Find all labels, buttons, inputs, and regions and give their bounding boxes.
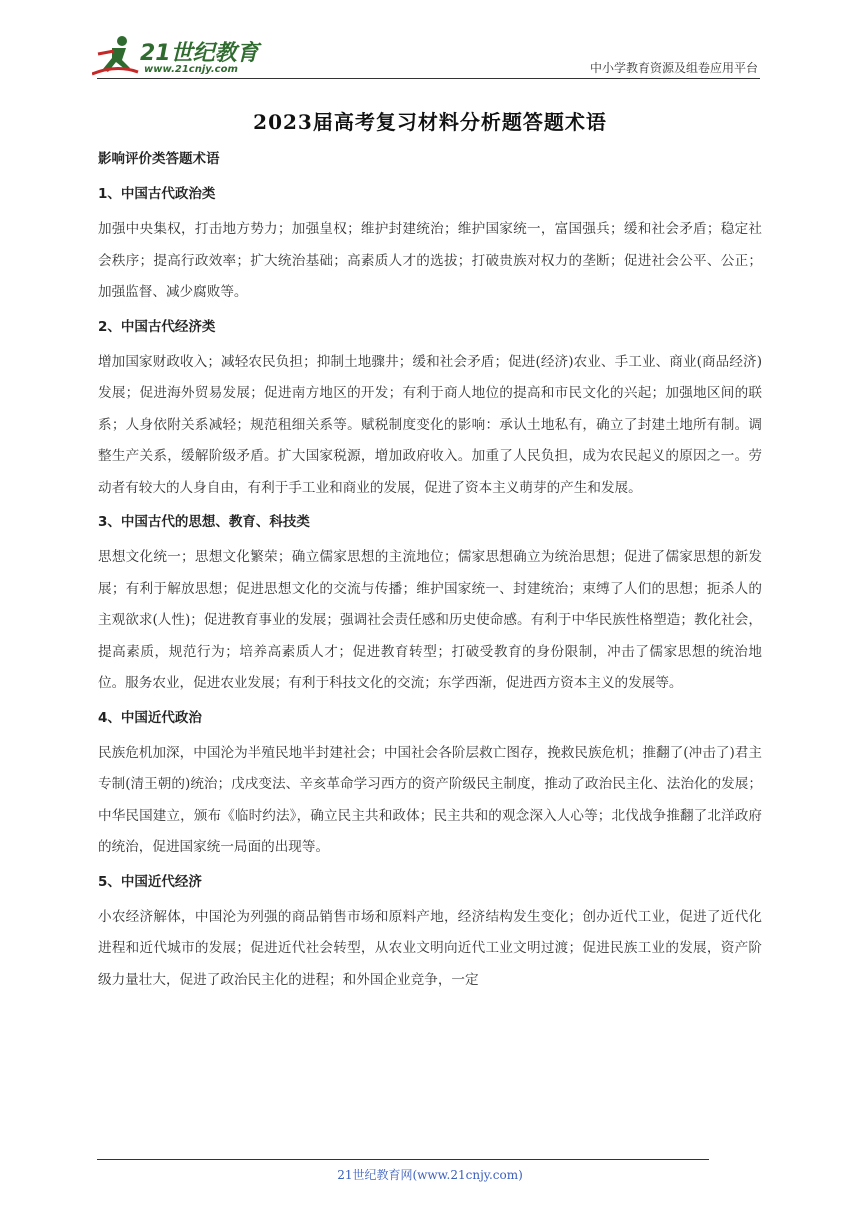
logo-url: www.21cnjy.com (144, 64, 238, 75)
section-heading: 3、中国古代的思想、教育、科技类 (98, 514, 310, 530)
section-paragraph: 民族危机加深，中国沦为半殖民地半封建社会；中国社会各阶层救亡图存，挽救民族危机；推翻了(冲击了)君主专制(清王朝的)统治；戊戌变法、辛亥革命学习西方的资产阶级民主制度，推动了政治民主化、法治化的发展；中华民国建立，颁布《临时约法》，确立民主共和政体；民主共和的观念深入人心等；北伐战争推翻了北洋政府的统治，促进国家统一局面的出现等。 (98, 744, 762, 855)
header-divider (97, 78, 760, 79)
document-title: 2023届高考复习材料分析题答题术语 (253, 110, 607, 134)
section-paragraph: 思想文化统一；思想文化繁荣；确立儒家思想的主流地位；儒家思想确立为统治思想；促进了儒家思想的新发展；有利于解放思想；促进思想文化的交流与传播；维护国家统一、封建统治；束缚了人们的思想；扼杀人的主观欲求(人性)；促进教育事业的发展；强调社会责任感和历史使命感。有利于中华民族性格塑造；教化社会，提高素质，规范行为；培养高素质人才；促进教育转型；打破受教育的身份限制，冲击了儒家思想的统治地位。服务农业，促进农业发展；有利于科技文化的交流；东学西渐，促进西方资本主义的发展等。 (98, 549, 762, 691)
section-label: 影响评价类答题术语 (98, 151, 220, 167)
section-heading: 2、中国古代经济类 (98, 318, 216, 335)
document-body (98, 146, 762, 1000)
section-heading: 5、中国近代经济 (98, 873, 202, 890)
section-paragraph: 小农经济解体，中国沦为列强的商品销售市场和原料产地，经济结构发生变化；创办近代工业，促进了近代化进程和近代城市的发展；促进近代社会转型，从农业文明向近代工业文明过渡；促进民族工业的发展，资产阶级力量壮大，促进了政治民主化的进程；和外国企业竞争，一定 (98, 908, 762, 988)
section-heading: 4、中国近代政治 (98, 709, 202, 726)
runner-icon (92, 34, 140, 78)
section-heading: 1、中国古代政治类 (98, 186, 216, 202)
section-paragraph: 加强中央集权，打击地方势力；加强皇权；维护封建统治；维护国家统一，富国强兵；缓和社会矛盾；稳定社会秩序；提高行政效率；扩大统治基础；高素质人才的选拔；打破贵族对权力的垄断；促进社会公平、公正；加强监督、减少腐败等。 (98, 221, 762, 300)
page-footer[interactable]: 21世纪教育网(www.21cnjy.com) (337, 1168, 523, 1182)
footer-divider (97, 1159, 709, 1160)
logo-text: 21世纪教育 (140, 41, 259, 66)
site-logo[interactable] (92, 34, 267, 82)
platform-name: 中小学教育资源及组卷应用平台 (589, 61, 758, 75)
page-header (0, 0, 860, 82)
section-paragraph: 增加国家财政收入；减轻农民负担；抑制土地骤井；缓和社会矛盾；促进(经济)农业、手工业、商业(商品经济)发展；促进海外贸易发展；促进南方地区的开发；有利于商人地位的提高和市民文化的兴起；加强地区间的联系；人身依附关系减轻；规范租细关系等。赋税制度变化的影响：承认土地私有，确立了封建土地所有制。调整生产关系，缓解阶级矛盾。扩大国家税源，增加政府收入。加重了人民负担，成为农民起义的原因之一。劳动者有较大的人身自由，有利于手工业和商业的发展，促进了资本主义萌芽的产生和发展。 (98, 353, 762, 496)
